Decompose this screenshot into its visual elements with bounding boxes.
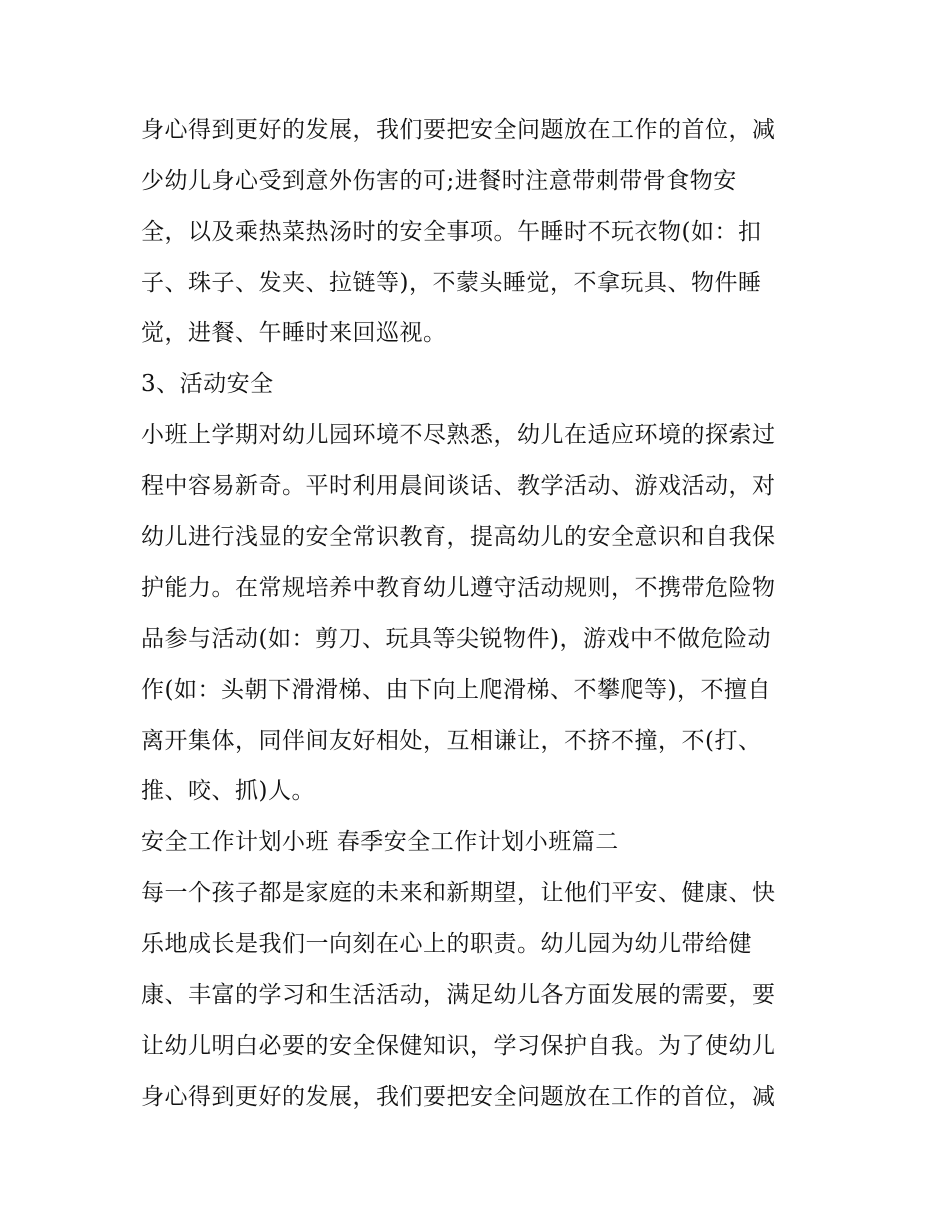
text-line-2: 少幼儿身心受到意外伤害的可;进餐时注意带刺带骨食物安 <box>141 168 737 194</box>
text-line-12: 作(如：头朝下滑滑梯、由下向上爬滑梯、不攀爬等)，不擅自 <box>141 677 771 703</box>
text-line-5: 觉，进餐、午睡时来回巡视。 <box>141 320 447 346</box>
text-line-10: 护能力。在常规培养中教育幼儿遵守活动规则，不携带危险物 <box>141 575 776 601</box>
text-line-13: 离开集体，同伴间友好相处，互相谦让，不挤不撞，不(打、 <box>141 728 762 754</box>
text-line-16: 每一个孩子都是家庭的未来和新期望，让他们平安、健康、快 <box>141 880 776 906</box>
text-line-3: 全，以及乘热菜热汤时的安全事项。午睡时不玩衣物(如：扣 <box>141 219 762 245</box>
text-line-4: 子、珠子、发夹、拉链等)，不蒙头睡觉，不拿玩具、物件睡 <box>141 270 762 296</box>
text-line-20: 身心得到更好的发展，我们要把安全问题放在工作的首位，减 <box>141 1084 776 1110</box>
text-line-7: 小班上学期对幼儿园环境不尽熟悉，幼儿在适应环境的探索过 <box>141 422 776 448</box>
text-line-14: 推、咬、抓)人。 <box>141 778 315 804</box>
text-line-19: 让幼儿明白必要的安全保健知识，学习保护自我。为了使幼儿 <box>141 1033 776 1059</box>
text-line-11: 品参与活动(如：剪刀、玩具等尖锐物件)，游戏中不做危险动 <box>141 626 771 652</box>
section-heading: 3、活动安全 <box>141 371 274 397</box>
text-line-8: 程中容易新奇。平时利用晨间谈话、教学活动、游戏活动，对 <box>141 473 776 499</box>
text-line-1: 身心得到更好的发展，我们要把安全问题放在工作的首位，减 <box>141 117 776 143</box>
article-heading: 安全工作计划小班 春季安全工作计划小班篇二 <box>141 829 619 855</box>
text-line-17: 乐地成长是我们一向刻在心上的职责。幼儿园为幼儿带给健 <box>141 931 752 957</box>
text-line-18: 康、丰富的学习和生活活动，满足幼儿各方面发展的需要，要 <box>141 982 776 1008</box>
text-line-9: 幼儿进行浅显的安全常识教育，提高幼儿的安全意识和自我保 <box>141 524 776 550</box>
